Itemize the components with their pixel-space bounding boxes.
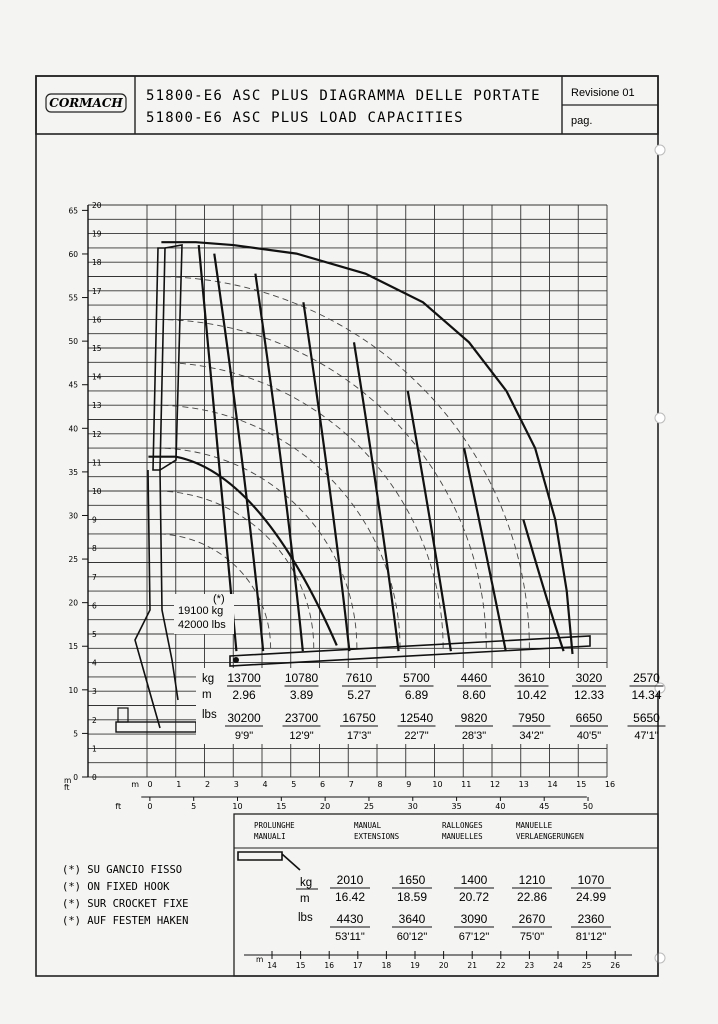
x-m-tick-label: 15	[576, 780, 587, 789]
x-ft-tick-label: 40	[495, 802, 506, 811]
ft-tick-label: 40	[68, 424, 78, 434]
ft-tick-label: 25	[68, 555, 78, 565]
ext-m: 22.86	[516, 890, 548, 904]
ft-tick-label: 35	[68, 467, 78, 477]
cap-m: 8.60	[462, 688, 486, 702]
ext-ft: 81'12"	[575, 931, 607, 943]
logo-text: CORMACH	[49, 96, 123, 110]
x-m-tick-label: 16	[604, 780, 616, 789]
cap-ft: 28'3"	[461, 730, 487, 742]
cap-kg: 3610	[518, 671, 545, 685]
cap-lbs: 12540	[399, 711, 434, 725]
title-italian: 51800-E6 ASC PLUS DIAGRAMMA DELLE PORTATE	[146, 88, 541, 104]
ft-tick-label: 10	[68, 685, 78, 695]
x-ft-tick-label: 20	[320, 802, 331, 811]
cap-lbs: 9820	[460, 711, 488, 725]
cap-m: 10.42	[516, 688, 547, 702]
cap-kg: 7610	[345, 671, 373, 685]
hook-note-kg: 19100 kg	[178, 605, 224, 617]
extensions-axis	[244, 951, 632, 970]
unit-m: m	[202, 689, 212, 701]
ext-axis-tick-label: 15	[295, 961, 306, 970]
ext-unit-m: m	[300, 893, 310, 905]
x-m-tick-label: 12	[489, 780, 501, 789]
m-tick-label: 16	[92, 315, 102, 325]
unit-lbs: lbs	[202, 709, 217, 721]
m-tick-label: 1	[92, 744, 97, 754]
cap-ft: 9'9"	[234, 730, 254, 742]
cap-kg: 3020	[575, 671, 603, 685]
x-ft-tick-label: 35	[451, 802, 462, 811]
x-axis-m	[131, 780, 615, 789]
hook-note-tag: (*)	[213, 593, 225, 605]
ft-tick-label: 45	[68, 380, 78, 390]
capacity-line	[464, 448, 506, 651]
ext-header-line1: RALLONGES	[442, 821, 483, 830]
ext-header-line1: MANUAL	[354, 821, 382, 830]
x-ft-tick-label: 15	[276, 802, 287, 811]
hook-note	[174, 593, 234, 634]
ext-ft: 67'12"	[458, 931, 490, 943]
page-frame	[36, 76, 658, 976]
capacity-line	[408, 391, 451, 651]
cap-lbs: 5650	[633, 711, 660, 725]
m-tick-label: 9	[92, 515, 97, 525]
cap-kg: 4460	[460, 671, 488, 685]
m-tick-label: 0	[92, 773, 97, 782]
ext-axis-tick-label: 21	[467, 961, 477, 970]
x-m-tick-label: 10	[432, 780, 443, 789]
cap-lbs: 6650	[575, 711, 603, 725]
cap-m: 5.27	[347, 688, 371, 702]
ext-axis-label: m	[256, 955, 264, 964]
x-m-axis-label: m	[131, 780, 139, 789]
ext-axis-tick-label: 25	[581, 961, 592, 970]
hook-note-lbs: 42000 lbs	[178, 619, 226, 631]
x-ft-tick-label: 5	[191, 802, 197, 811]
ext-ft: 60'12"	[396, 931, 428, 943]
ft-tick-label: 60	[68, 249, 78, 259]
cap-kg: 2570	[633, 671, 660, 685]
note-de: (*) AUF FESTEM HAKEN	[62, 915, 189, 927]
ext-axis-tick-label: 16	[324, 961, 334, 970]
punch-hole	[655, 413, 665, 423]
ext-header-line2: MANUELLES	[442, 832, 483, 841]
m-tick-label: 8	[92, 544, 97, 554]
ft-tick-label: 30	[68, 511, 78, 521]
x-ft-tick-label: 45	[539, 802, 550, 811]
ext-ft: 53'11"	[335, 931, 365, 943]
ext-lbs: 3640	[398, 912, 426, 926]
x-m-tick-label: 11	[461, 780, 472, 789]
m-tick-label: 10	[92, 487, 102, 496]
ext-header-line2: VERLAENGERUNGEN	[516, 832, 584, 841]
note-it: (*) SU GANCIO FISSO	[62, 864, 183, 876]
ext-kg: 2010	[336, 873, 364, 887]
m-axis-label: m	[64, 776, 72, 785]
x-m-tick-label: 9	[406, 780, 412, 789]
crane-boom-drawing	[116, 245, 590, 732]
m-tick-label: 12	[92, 429, 102, 439]
cap-ft: 47'1"	[634, 730, 659, 742]
cap-m: 2.96	[232, 688, 256, 702]
x-m-tick-label: 7	[348, 780, 354, 789]
ext-kg: 1650	[398, 873, 426, 887]
ext-axis-tick-label: 17	[353, 961, 363, 970]
boom-column	[153, 248, 165, 470]
ft-tick-label: 0	[73, 773, 78, 782]
x-m-tick-label: 6	[319, 780, 326, 789]
capacity-line	[354, 342, 399, 651]
cap-m: 6.89	[404, 688, 429, 702]
extensions-values	[330, 873, 611, 943]
m-tick-label: 11	[92, 458, 102, 468]
cap-m: 14.34	[631, 688, 662, 702]
x-m-tick-label: 4	[262, 780, 268, 789]
ext-header-line1: MANUELLE	[516, 821, 553, 830]
boom-extended	[230, 636, 590, 666]
boom-base-left	[135, 470, 160, 728]
crane-foot	[116, 722, 196, 732]
ext-axis-tick-label: 22	[496, 961, 506, 970]
ext-m: 24.99	[575, 890, 607, 904]
m-tick-label: 18	[92, 258, 102, 268]
m-tick-label: 20	[92, 201, 102, 210]
note-en: (*) ON FIXED HOOK	[62, 881, 170, 893]
x-ft-tick-label: 30	[407, 802, 418, 811]
ext-kg: 1210	[518, 873, 546, 887]
ext-m: 20.72	[458, 890, 490, 904]
cap-ft: 40'5"	[576, 730, 602, 742]
ft-axis-label: ft	[64, 782, 70, 792]
fixed-hook-notes	[62, 864, 188, 927]
ext-m: 18.59	[396, 890, 428, 904]
x-ft-tick-label: 0	[147, 802, 153, 811]
cap-ft: 22'7"	[404, 730, 429, 742]
ext-axis-tick-label: 14	[267, 961, 277, 970]
m-tick-label: 6	[92, 601, 97, 611]
ext-ft: 75'0"	[519, 931, 545, 943]
cap-m: 3.89	[289, 688, 314, 702]
cap-lbs: 7950	[518, 711, 545, 725]
m-tick-label: 7	[92, 572, 97, 582]
unit-kg: kg	[202, 673, 215, 685]
ft-tick-label: 15	[68, 642, 78, 652]
punch-hole	[655, 953, 665, 963]
ext-lbs: 2670	[518, 912, 546, 926]
x-m-tick-label: 0	[147, 780, 153, 789]
ext-axis-tick-label: 24	[553, 961, 563, 970]
ext-kg: 1070	[577, 873, 605, 887]
ext-axis-tick-label: 26	[610, 961, 620, 970]
ext-unit-kg: kg	[300, 877, 313, 889]
note-fr: (*) SUR CROCKET FIXE	[62, 898, 189, 910]
ft-tick-label: 20	[68, 598, 78, 608]
extension-icon	[238, 852, 300, 870]
cap-kg: 13700	[227, 671, 261, 685]
x-ft-axis-label: ft	[115, 802, 122, 811]
ext-m: 16.42	[334, 890, 366, 904]
cap-kg: 10780	[284, 671, 319, 685]
cap-lbs: 30200	[227, 711, 261, 725]
cap-lbs: 23700	[284, 711, 319, 725]
header	[36, 76, 658, 134]
ft-tick-label: 65	[68, 206, 78, 216]
ext-header-line2: MANUALI	[254, 832, 286, 841]
ext-axis-tick-label: 18	[381, 961, 392, 970]
y-axis-m	[64, 201, 102, 785]
ext-unit-lbs: lbs	[298, 912, 313, 924]
cap-lbs: 16750	[342, 711, 376, 725]
ft-tick-label: 55	[68, 293, 78, 303]
m-tick-label: 15	[92, 344, 102, 353]
x-m-tick-label: 5	[291, 780, 297, 789]
m-tick-label: 14	[92, 372, 102, 382]
ext-axis-tick-label: 23	[524, 961, 535, 970]
m-tick-label: 2	[92, 715, 97, 725]
x-m-tick-label: 3	[233, 780, 239, 789]
x-axis-ft	[115, 797, 593, 811]
cap-m: 12.33	[573, 688, 605, 702]
x-m-tick-label: 1	[176, 780, 182, 789]
m-tick-label: 5	[92, 630, 97, 639]
m-tick-label: 13	[92, 401, 102, 411]
ext-header-line1: PROLUNGHE	[254, 821, 295, 830]
ext-lbs: 2360	[577, 912, 605, 926]
ext-header-line2: EXTENSIONS	[354, 832, 400, 841]
revision-label: Revisione 01	[571, 87, 635, 99]
ft-tick-label: 5	[73, 729, 78, 739]
ext-axis-tick-label: 20	[438, 961, 449, 970]
ft-tick-label: 50	[68, 337, 78, 347]
cap-kg: 5700	[403, 671, 430, 685]
chart	[64, 201, 666, 811]
x-m-tick-label: 14	[547, 780, 558, 789]
extensions-headers	[254, 821, 584, 841]
punch-hole	[655, 145, 665, 155]
page-label: pag.	[571, 115, 593, 127]
hook-pin	[233, 657, 239, 663]
ext-axis-tick-label: 19	[410, 961, 420, 970]
m-tick-label: 17	[92, 286, 102, 296]
y-axis-ft	[64, 206, 88, 791]
m-tick-label: 19	[92, 229, 102, 239]
m-tick-label: 3	[92, 687, 97, 697]
cap-ft: 12'9"	[289, 730, 314, 742]
title-english: 51800-E6 ASC PLUS LOAD CAPACITIES	[146, 110, 464, 126]
cap-ft: 17'3"	[346, 730, 372, 742]
x-ft-tick-label: 10	[232, 802, 243, 811]
x-ft-tick-label: 50	[582, 802, 594, 811]
x-m-tick-label: 13	[518, 780, 529, 789]
x-m-tick-label: 8	[377, 780, 383, 789]
cap-ft: 34'2"	[519, 730, 544, 742]
ext-lbs: 3090	[460, 912, 488, 926]
x-ft-tick-label: 25	[363, 802, 375, 811]
m-tick-label: 4	[92, 658, 97, 668]
extensions-table	[234, 814, 658, 976]
ext-lbs: 4430	[336, 912, 364, 926]
x-m-tick-label: 2	[204, 780, 211, 789]
ext-kg: 1400	[460, 873, 488, 887]
